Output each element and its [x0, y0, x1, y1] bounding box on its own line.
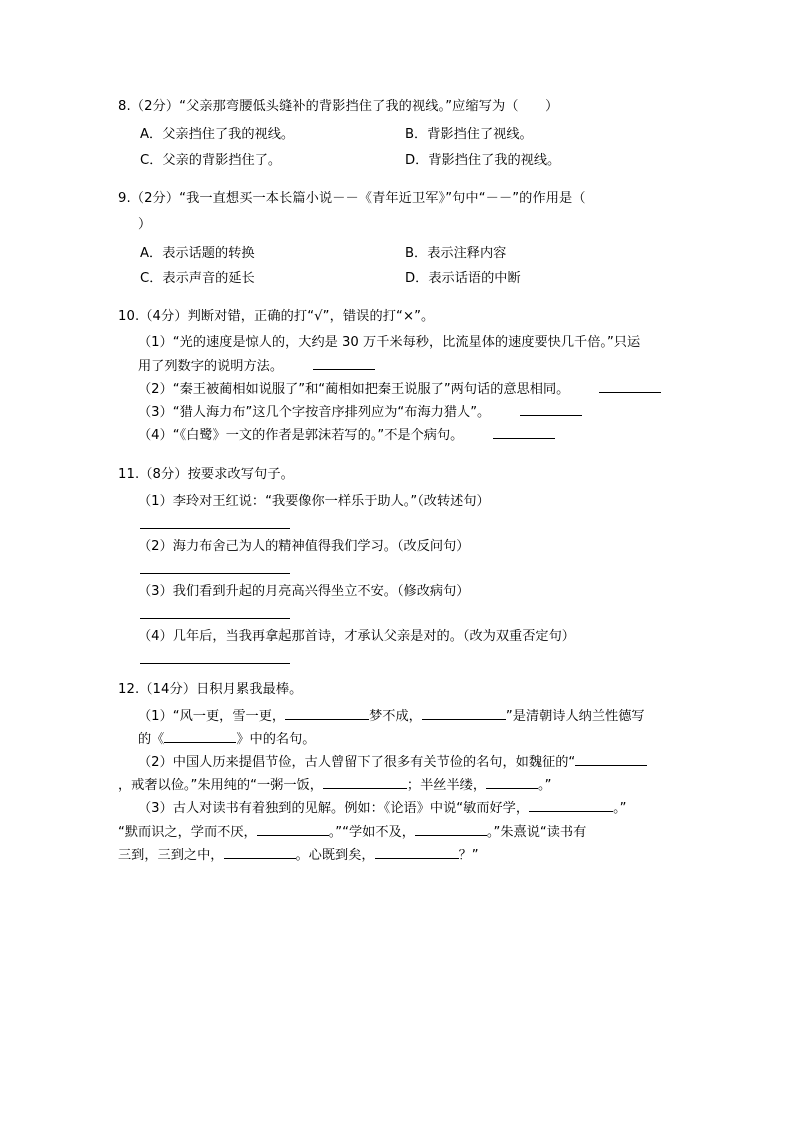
sub-text: （4）“《白鹭》一文的作者是郭沫若写的。”不是个病句。: [138, 428, 464, 444]
question-12-title: 12.（14分）日积月累我最棒。: [118, 682, 303, 698]
question-10-sub-4: [118, 425, 676, 447]
text-part: （2）中国人历来提倡节俭，古人曾留下了很多有关节俭的名句，如魏征的“: [138, 755, 576, 771]
spacer: [118, 671, 676, 679]
sub-text: （2）“秦王被蔺相如说服了”和“蔺相如把秦王说服了”两句话的意思相同。: [138, 381, 570, 397]
question-9-title: 9.（2分）“我一直想买一本长篇小说－－《青年近卫军》”句中“－－”的作用是（: [118, 190, 586, 206]
question-10-sub-3: [118, 402, 676, 424]
answer-blank[interactable]: [493, 438, 555, 439]
question-11-sub-1: （1）李玲对王红说：“我要像你一样乐于助人。”（改转述句）: [138, 493, 490, 509]
text-part: （1）“风一更，雪一更，: [138, 708, 286, 724]
question-12: [118, 679, 676, 867]
question-8: [118, 96, 676, 174]
option-d[interactable]: D．表示话语的中断: [405, 271, 521, 287]
answer-blank[interactable]: [224, 858, 296, 859]
question-12-sub-3-line-2: [118, 822, 676, 844]
option-b[interactable]: B．表示注释内容: [405, 245, 507, 261]
answer-blank-line[interactable]: [140, 607, 290, 619]
text-part: 梦不成，: [369, 708, 422, 724]
answer-blank[interactable]: [257, 835, 329, 836]
option-a[interactable]: A．表示话题的转换: [140, 245, 255, 261]
question-9: [118, 188, 676, 292]
text-part: 》中的名句。: [236, 731, 316, 747]
text-part: ？”: [458, 847, 479, 863]
text-part: ，戒奢以俭。”朱用纯的“一粥一饭，: [118, 778, 323, 794]
spacer: [118, 451, 676, 464]
question-12-sub-3-line-1: [118, 798, 676, 820]
question-10: [118, 306, 676, 447]
text-part: ；半丝半缕，: [406, 778, 487, 794]
answer-blank-line[interactable]: [140, 652, 290, 664]
answer-blank[interactable]: [323, 788, 407, 789]
text-part: 的《: [138, 731, 165, 747]
option-d[interactable]: D．背影挡住了我的视线。: [405, 153, 561, 169]
text-part: 。”: [538, 778, 552, 794]
answer-blank[interactable]: [486, 788, 538, 789]
question-12-sub-1-line-2: [118, 729, 676, 751]
question-11-title: 11.（8分）按要求改写句子。: [118, 467, 294, 483]
question-12-sub-2-line-1: [118, 752, 676, 774]
text-part: （3）古人对读书有着独到的见解。例如：《论语》中说“敏而好学，: [138, 801, 530, 817]
text-part: 。”“学如不及，: [328, 824, 415, 840]
question-10-sub-2: [118, 379, 676, 401]
text-part: “默而识之，学而不厌，: [118, 824, 257, 840]
question-11-sub-4: （4）几年后，当我再拿起那首诗，才承认父亲是对的。（改为双重否定句）: [138, 629, 575, 645]
answer-blank-line[interactable]: [140, 562, 290, 574]
question-12-sub-1-line-1: [118, 706, 676, 728]
question-12-sub-2-line-2: [118, 775, 676, 797]
answer-blank[interactable]: [422, 719, 506, 720]
question-10-title: 10.（4分）判断对错，正确的打“√”，错误的打“×”。: [118, 309, 435, 325]
answer-blank[interactable]: [313, 369, 375, 370]
answer-blank[interactable]: [375, 858, 459, 859]
spacer: [118, 180, 676, 188]
option-c[interactable]: C．表示声音的延长: [140, 271, 255, 287]
text-part: ”是清朝诗人纳兰性德写: [505, 708, 645, 724]
question-10-sub-1-line-2: [118, 356, 676, 378]
answer-blank[interactable]: [520, 415, 582, 416]
question-8-title: 8.（2分）“父亲那弯腰低头缝补的背影挡住了我的视线。”应缩写为（ ）: [118, 99, 559, 114]
answer-blank[interactable]: [599, 392, 661, 393]
text-part: 三到，三到之中，: [118, 847, 224, 863]
question-8-options: [118, 122, 676, 173]
answer-blank[interactable]: [575, 765, 647, 766]
option-b[interactable]: B．背影挡住了视线。: [405, 127, 533, 143]
sub-text: （3）“猎人海力布”这几个字按音序排列应为“布海力猎人”。: [138, 404, 491, 420]
text-part: 。心既到矣，: [295, 847, 375, 863]
option-a[interactable]: A．父亲挡住了我的视线。: [140, 127, 295, 143]
text-part: 。”朱熹说“读书有: [486, 824, 587, 840]
sub-text: 用了列数字的说明方法。: [138, 358, 284, 374]
answer-blank[interactable]: [285, 719, 369, 720]
answer-blank[interactable]: [529, 811, 613, 812]
option-c[interactable]: C．父亲的背影挡住了。: [140, 153, 282, 169]
question-11-sub-3: （3）我们看到升起的月亮高兴得坐立不安。（修改病句）: [138, 584, 470, 600]
answer-blank[interactable]: [164, 742, 236, 743]
answer-blank-line[interactable]: [140, 517, 290, 529]
question-9-title-cont: ）: [138, 217, 152, 233]
question-11: [118, 464, 676, 664]
spacer: [118, 298, 676, 306]
question-9-options: [118, 241, 676, 292]
answer-blank[interactable]: [415, 835, 487, 836]
text-part: 。”: [613, 801, 627, 817]
question-11-sub-2: （2）海力布舍己为人的精神值得我们学习。（改反问句）: [138, 538, 470, 554]
question-10-sub-1-line-1: （1）“光的速度是惊人的，大约是 30 万千米每秒，比流星体的速度要快几千倍。”只运: [138, 335, 641, 351]
question-12-sub-3-line-3: [118, 845, 676, 867]
